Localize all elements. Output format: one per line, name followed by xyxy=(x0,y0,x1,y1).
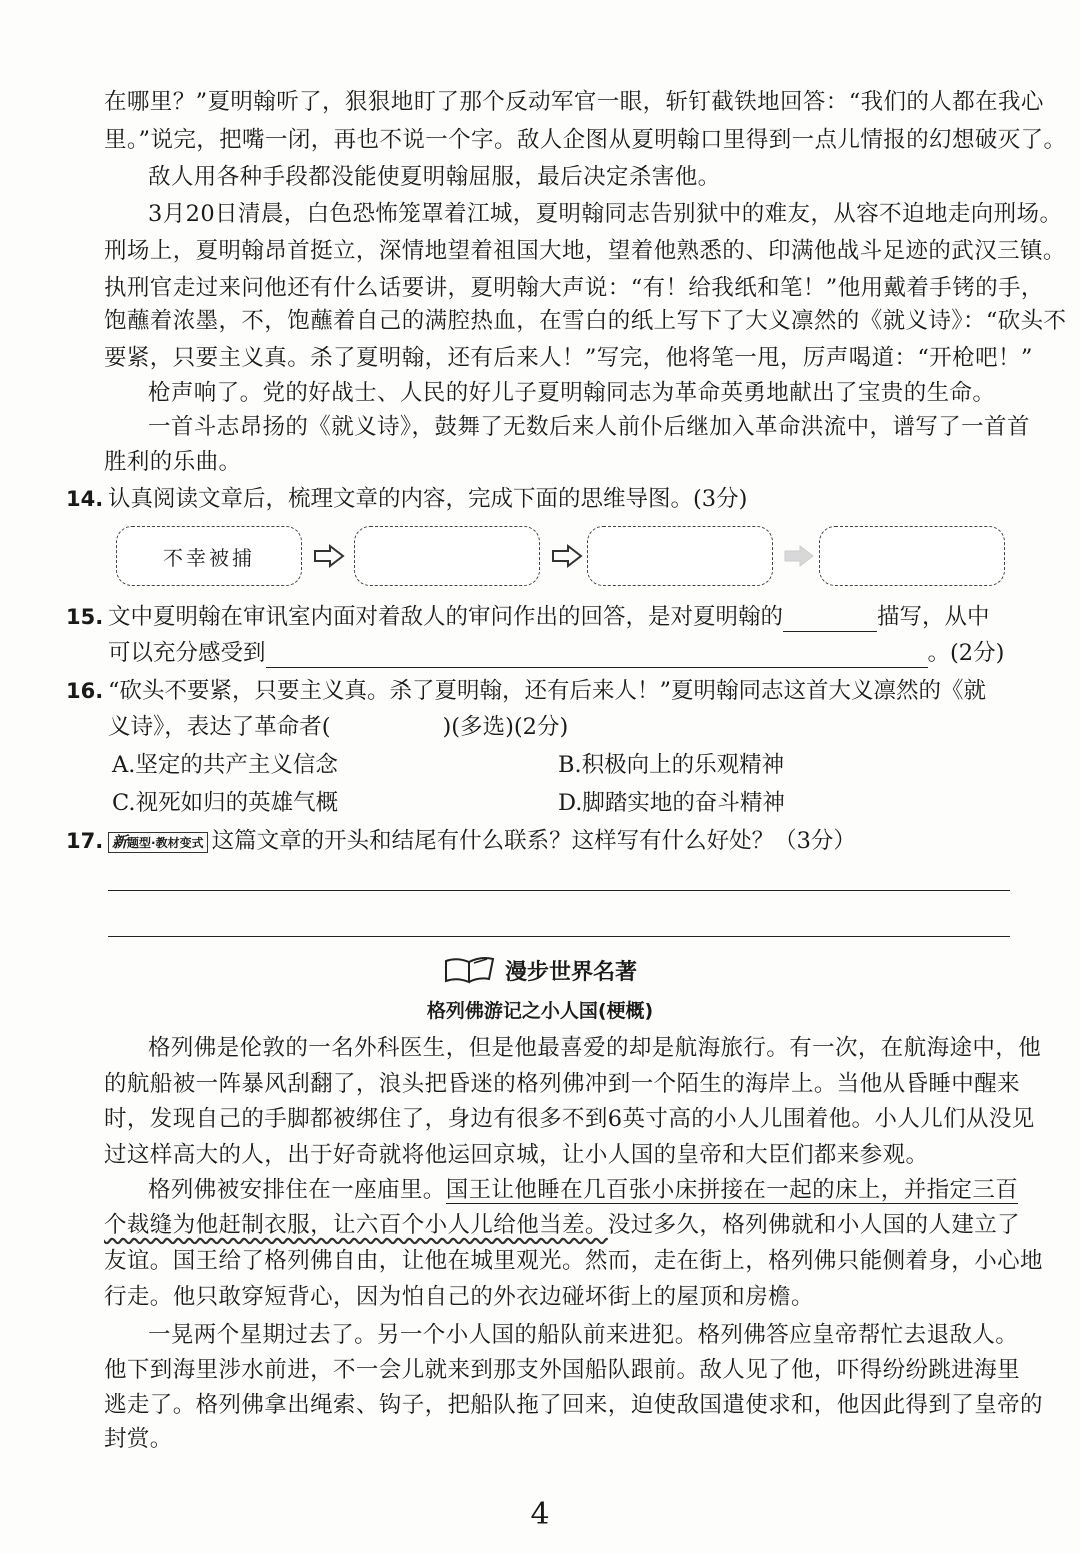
story-line: 过这样高大的人，出于好奇就将他运回京城，让小人国的皇帝和大臣们都来参观。 xyxy=(104,1142,929,1168)
passage-line: 胜利的乐曲。 xyxy=(104,449,242,475)
mind-map-box-3[interactable] xyxy=(587,526,773,586)
question-16 xyxy=(66,676,1010,706)
option-b[interactable]: B.积极向上的乐观精神 xyxy=(558,752,785,778)
passage-line: 执刑官走过来问他还有什么话要讲，夏明翰大声说：“有！给我纸和笔！”他用戴着手铐的手， xyxy=(104,275,1044,301)
story-line: 封赏。 xyxy=(104,1426,173,1452)
question-15 xyxy=(66,602,1010,632)
page-number: 4 xyxy=(530,1497,550,1532)
question-text: 这篇文章的开头和结尾有什么联系？这样写有什么好处？（3分） xyxy=(211,828,856,854)
question-type-tag: 新题型·教材变式 xyxy=(108,832,208,853)
story-line: 的航船被一阵暴风刮翻了，浪头把昏迷的格列佛冲到一个陌生的海岸上。当他从昏睡中醒来 xyxy=(104,1071,1021,1097)
question-17 xyxy=(66,826,1010,856)
question-number: 15. xyxy=(66,605,104,629)
passage-line: 枪声响了。党的好战士、人民的好儿子夏明翰同志为革命英勇地献出了宝贵的生命。 xyxy=(148,380,996,406)
answer-blank[interactable] xyxy=(266,643,928,668)
passage-line: 3月20日清晨，白色恐怖笼罩着江城，夏明翰同志告别狱中的难友，从容不迫地走向刑场。 xyxy=(148,201,1063,227)
question-text: 描写，从中 xyxy=(877,604,990,630)
story-line: 他下到海里涉水前进，不一会儿就来到那支外国船队跟前。敌人见了他，吓得纷纷跳进海里 xyxy=(104,1357,1021,1383)
mind-map-box-text: 不幸被捕 xyxy=(163,546,255,570)
question-text: “砍头不要紧，只要主义真。杀了夏明翰，还有后来人！”夏明翰同志这首大义凛然的《就 xyxy=(108,678,987,704)
story-title: 格列佛游记之小人国(梗概) xyxy=(426,1000,654,1022)
story-line: 行走。他只敢穿短背心，因为怕自己的外衣边碰坏街上的屋顶和房檐。 xyxy=(104,1284,814,1310)
mind-map-box-2[interactable] xyxy=(354,526,540,586)
passage-line: 在哪里？”夏明翰听了，狠狠地盯了那个反动军官一眼，斩钉截铁地回答：“我们的人都在我心 xyxy=(104,89,1044,115)
question-text: 。(2分) xyxy=(927,640,1005,666)
passage-line: 敌人用各种手段都没能使夏明翰屈服，最后决定杀害他。 xyxy=(148,164,721,190)
question-number: 16. xyxy=(66,679,104,703)
mind-map-box-1 xyxy=(116,526,302,586)
passage-line: 里。”说完，把嘴一闭，再也不说一个字。敌人企图从夏明翰口里得到一点儿情报的幻想破灭了。 xyxy=(104,127,1067,153)
story-line: 友谊。国王给了格列佛自由，让他在城里观光。然而，走在街上，格列佛只能侧着身，小心地 xyxy=(104,1248,1043,1274)
option-a[interactable]: A.坚定的共产主义信念 xyxy=(112,752,338,778)
passage-line: 一首斗志昂扬的《就义诗》，鼓舞了无数后来人前仆后继加入革命洪流中，谱写了一首首 xyxy=(148,414,1030,440)
story-line: 逃走了。格列佛拿出绳索、钩子，把船队拖了回来，迫使敌国遣使求和，他因此得到了皇帝的 xyxy=(104,1392,1043,1418)
underlined-text: 国王让他睡在几百张小床拼接在一起的床上，并指定三百 xyxy=(445,1177,1019,1203)
option-d[interactable]: D.脚踏实地的奋斗精神 xyxy=(558,790,785,816)
answer-line[interactable] xyxy=(108,890,1010,891)
mind-map-box-4[interactable] xyxy=(819,526,1005,586)
arrow-right-icon xyxy=(312,542,346,570)
question-number: 14. xyxy=(66,487,104,511)
question-15-cont xyxy=(108,638,1004,668)
story-line: 一晃两个星期过去了。另一个小人国的船队前来进犯。格列佛答应皇帝帮忙去退敌人。 xyxy=(148,1322,1019,1348)
arrow-right-icon xyxy=(550,542,584,570)
story-line: 格列佛是伦敦的一名外科医生，但是他最喜爱的却是航海旅行。有一次，在航海途中，他 xyxy=(148,1035,1042,1061)
answer-blank[interactable] xyxy=(783,607,877,632)
story-line: 时，发现自己的手脚都被绑住了，身边有很多不到6英寸高的小人儿围着他。小人儿们从没见 xyxy=(104,1106,1035,1132)
question-text: 文中夏明翰在审讯室内面对着敌人的审问作出的回答，是对夏明翰的 xyxy=(108,604,784,630)
question-14 xyxy=(66,484,1010,514)
passage-line: 刑场上，夏明翰昂首挺立，深情地望着祖国大地，望着他熟悉的、印满他战斗足迹的武汉三镇。 xyxy=(104,238,1066,264)
section-title: 漫步世界名著 xyxy=(0,955,1080,986)
answer-line[interactable] xyxy=(108,936,1010,937)
story-line: 个裁缝为他赶制衣服，让六百个小人儿给他当差。没过多久，格列佛就和小人国的人建立了 xyxy=(104,1212,1021,1238)
passage-line: 饱蘸着浓墨，不，饱蘸着自己的满腔热血，在雪白的纸上写下了大义凛然的《就义诗》：“砍头不 xyxy=(104,308,1067,334)
question-16-cont xyxy=(108,712,568,742)
wavy-underlined-text: 个裁缝为他赶制衣服，让六百个小人儿给他当差。 xyxy=(104,1212,608,1238)
option-c[interactable]: C.视死如归的英雄气概 xyxy=(112,790,339,816)
passage-line: 要紧，只要主义真。杀了夏明翰，还有后来人！”写完，他将笔一甩，厉声喝道：“开枪吧！” xyxy=(104,345,1033,371)
question-text: 可以充分感受到 xyxy=(108,640,266,666)
question-text: )(多选)(2分) xyxy=(442,714,569,740)
question-number: 17. xyxy=(66,829,104,853)
question-text: 义诗》，表达了革命者( xyxy=(108,714,331,740)
arrow-right-icon xyxy=(782,542,816,570)
book-icon xyxy=(443,955,497,985)
story-line: 格列佛被安排住在一座庙里。国王让他睡在几百张小床拼接在一起的床上，并指定三百 xyxy=(148,1177,1019,1203)
question-text: 认真阅读文章后，梳理文章的内容，完成下面的思维导图。(3分) xyxy=(108,486,748,512)
